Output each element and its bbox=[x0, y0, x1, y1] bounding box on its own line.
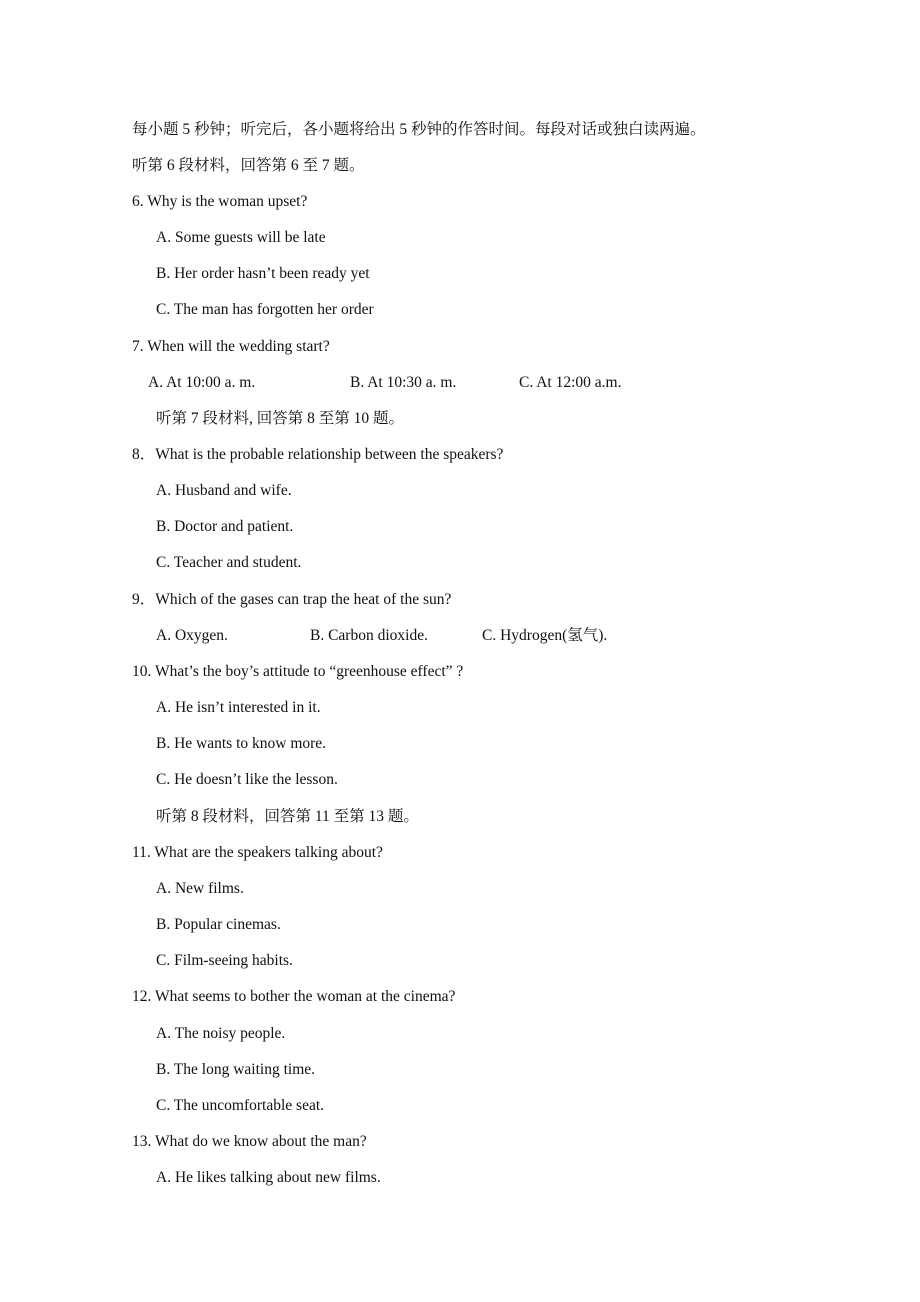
q8-option-b: B. Doctor and patient. bbox=[156, 518, 294, 535]
q12-option-a: A. The noisy people. bbox=[156, 1025, 286, 1042]
q7-option-a: A. At 10:00 a. m. bbox=[148, 374, 256, 391]
q11-option-a: A. New films. bbox=[156, 880, 244, 897]
question-6: 6. Why is the woman upset? bbox=[132, 193, 308, 210]
q8-option-c: C. Teacher and student. bbox=[156, 554, 302, 571]
q12-option-c: C. The uncomfortable seat. bbox=[156, 1097, 325, 1114]
q13-option-a: A. He likes talking about new films. bbox=[156, 1169, 381, 1186]
q9-option-c: C. Hydrogen(氢气). bbox=[482, 627, 608, 644]
section-6-heading: 听第 6 段材料，回答第 6 至 7 题。 bbox=[132, 157, 365, 174]
question-12: 12. What seems to bother the woman at the cinema? bbox=[132, 988, 456, 1005]
q7-option-b: B. At 10:30 a. m. bbox=[350, 374, 457, 391]
q9-option-a: A. Oxygen. bbox=[156, 627, 228, 644]
question-13: 13. What do we know about the man? bbox=[132, 1133, 367, 1150]
q11-option-c: C. Film-seeing habits. bbox=[156, 952, 293, 969]
instructions-text: 每小题 5 秒钟；听完后，各小题将给出 5 秒钟的作答时间。每段对话或独白读两遍。 bbox=[132, 121, 706, 138]
q10-option-a: A. He isn’t interested in it. bbox=[156, 699, 321, 716]
q8-option-a: A. Husband and wife. bbox=[156, 482, 292, 499]
q6-option-b: B. Her order hasn’t been ready yet bbox=[156, 265, 370, 282]
q12-option-b: B. The long waiting time. bbox=[156, 1061, 316, 1078]
q10-option-b: B. He wants to know more. bbox=[156, 735, 327, 752]
question-8: 8．What is the probable relationship between the speakers? bbox=[132, 446, 504, 463]
q10-option-c: C. He doesn’t like the lesson. bbox=[156, 771, 338, 788]
question-9: 9．Which of the gases can trap the heat of the sun? bbox=[132, 591, 452, 608]
q6-option-a: A. Some guests will be late bbox=[156, 229, 326, 246]
question-11: 11. What are the speakers talking about? bbox=[132, 844, 383, 861]
section-7-heading: 听第 7 段材料, 回答第 8 至第 10 题。 bbox=[156, 410, 405, 427]
question-7: 7. When will the wedding start? bbox=[132, 338, 330, 355]
q7-option-c: C. At 12:00 a.m. bbox=[519, 374, 622, 391]
q6-option-c: C. The man has forgotten her order bbox=[156, 301, 374, 318]
q9-option-b: B. Carbon dioxide. bbox=[310, 627, 428, 644]
question-10: 10. What’s the boy’s attitude to “greenhouse effect” ? bbox=[132, 663, 464, 680]
q11-option-b: B. Popular cinemas. bbox=[156, 916, 281, 933]
section-8-heading: 听第 8 段材料，回答第 11 至第 13 题。 bbox=[156, 808, 419, 825]
